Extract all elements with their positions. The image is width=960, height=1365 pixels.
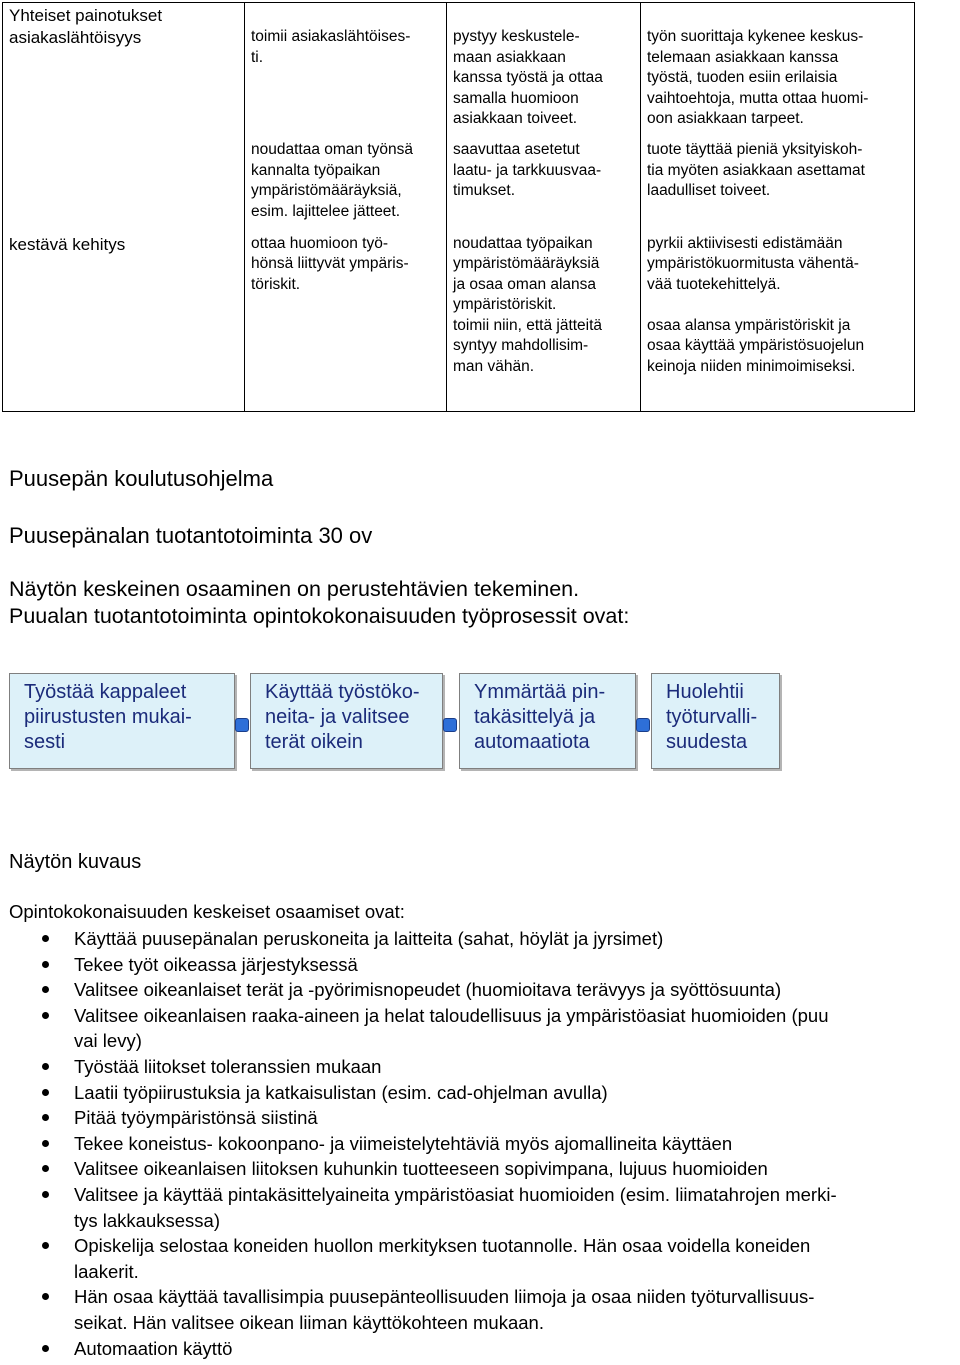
cell-line: ti. — [251, 48, 264, 66]
cell-line: töriskit. — [251, 275, 301, 293]
process-step-text: Käyttää työstöko- — [265, 681, 420, 703]
cell-line: man vähän. — [453, 357, 534, 375]
process-step-text: neita- ja valitsee — [265, 706, 410, 728]
list-item-text: Valitsee oikeanlaisen liitoksen kuhunkin tuotteeseen sopivimpana, lujuus huomioiden — [74, 1158, 768, 1180]
table-cell — [245, 3, 447, 230]
table-row — [3, 3, 915, 230]
list-item — [0, 1182, 960, 1233]
cell-line: ympäristökuormitusta vähentä- — [647, 255, 859, 272]
flow-connector — [636, 718, 650, 732]
bullet-icon — [42, 1293, 49, 1300]
row-label-cell — [3, 3, 245, 230]
list-item-text: Opiskelija selostaa koneiden huollon merkityksen tuotannolle. Hän osaa voidella koneiden — [74, 1235, 811, 1257]
bullet-icon — [42, 986, 49, 993]
cell-line: asiakkaan toiveet. — [453, 110, 578, 127]
list-item-text: tys lakkauksessa) — [74, 1209, 220, 1231]
bullet-icon — [42, 961, 49, 968]
table-cell — [447, 3, 641, 230]
cell-line: noudattaa työpaikan — [453, 234, 593, 252]
list-item — [0, 1336, 960, 1362]
bullet-icon — [42, 1345, 49, 1352]
table-header-title: Yhteiset painotukset — [9, 6, 163, 25]
process-step-text: takäsittelyä ja — [474, 706, 596, 728]
process-step-text: piirustusten mukai- — [24, 706, 192, 728]
cell-line: tia myöten asiakkaan asettamat — [647, 161, 865, 179]
cell-line: oon asiakkaan tarpeet. — [647, 110, 804, 127]
unit-heading: Puusepänalan tuotantotoiminta 30 ov — [9, 523, 373, 548]
list-item-text: Hän osaa käyttää tavallisimpia puusepänteollisuuden liimoja ja osaa niiden työturvallisuus- — [74, 1286, 815, 1308]
list-item — [0, 1131, 960, 1157]
process-step-text: suudesta — [666, 731, 748, 753]
competence-table — [2, 2, 915, 412]
list-item — [0, 1105, 960, 1131]
process-step-2 — [250, 673, 443, 769]
list-item-text: vai levy) — [74, 1030, 142, 1052]
list-item-text: Valitsee oikeanlaiset terät ja -pyörimisnopeudet (huomioitava terävyys ja syöttösuunta) — [74, 979, 782, 1001]
list-item-text: Tekee koneistus- kokoonpano- ja viimeistelytehtäviä myös ajomallineita käyttäen — [74, 1132, 733, 1154]
list-item — [0, 1080, 960, 1106]
cell-line: osaa alansa ympäristöriskit ja — [647, 316, 851, 334]
bullet-icon — [42, 1089, 49, 1096]
list-item-text: laakerit. — [74, 1260, 139, 1282]
cell-line: työn suorittaja kykenee keskus- — [647, 28, 864, 45]
list-item — [0, 1284, 960, 1335]
cell-line: noudattaa oman työnsä — [251, 141, 414, 158]
process-step-4 — [651, 673, 780, 769]
work-process-heading: Puualan tuotantotoiminta opintokokonaisuuden työprosessit ovat: — [9, 604, 630, 628]
row-label: asiakaslähtöisyys — [9, 28, 142, 47]
list-item — [0, 1156, 960, 1182]
table-cell — [641, 3, 915, 230]
cell-line: keinoja niiden minimoimiseksi. — [647, 357, 856, 375]
list-item-text: Työstää liitokset toleranssien mukaan — [74, 1055, 382, 1077]
cell-line: tuote täyttää pieniä yksityiskoh- — [647, 141, 863, 158]
process-step-text: työturvalli- — [666, 706, 758, 728]
list-item-text: Laatii työpiirustuksia ja katkaisulistan (esim. cad-ohjelman avulla) — [74, 1081, 608, 1103]
cell-line: maan asiakkaan — [453, 48, 566, 66]
description-title: Näytön kuvaus — [9, 851, 142, 873]
table-cell — [641, 230, 915, 412]
list-item — [0, 1054, 960, 1080]
process-step-text: Huolehtii — [666, 681, 744, 703]
bullet-icon — [42, 935, 49, 942]
list-item-text: Pitää työympäristönsä siistinä — [74, 1107, 318, 1129]
cell-line: saavuttaa asetetut — [453, 141, 580, 158]
cell-line: ympäristöriskit. — [453, 296, 557, 313]
cell-line: toimii asiakaslähtöises- — [251, 28, 411, 45]
bullet-icon — [42, 1191, 49, 1198]
process-step-text: Ymmärtää pin- — [474, 681, 606, 703]
list-item-text: Valitsee ja käyttää pintakäsittelyaineita ympäristöasiat huomioiden (esim. liimatahrojen merki- — [74, 1183, 837, 1205]
list-item — [0, 1003, 960, 1054]
table-row — [3, 230, 915, 412]
cell-line: pystyy keskustele- — [453, 28, 580, 45]
list-item — [0, 977, 960, 1003]
program-heading: Puusepän koulutusohjelma — [9, 466, 274, 491]
list-item-text: Automaation käyttö — [74, 1337, 233, 1359]
process-step-text: terät oikein — [265, 731, 363, 753]
row-label-cell — [3, 230, 245, 412]
bullet-icon — [42, 1242, 49, 1249]
row-label: kestävä kehitys — [9, 234, 126, 254]
process-step-3 — [459, 673, 636, 769]
cell-line: vää tuotekehittelyä. — [647, 275, 781, 293]
list-item — [0, 926, 960, 952]
bullet-icon — [42, 1165, 49, 1172]
cell-line: ottaa huomioon työ- — [251, 234, 389, 252]
cell-line: kannalta työpaikan — [251, 161, 381, 179]
cell-line: laatu- ja tarkkuusvaa- — [453, 161, 602, 179]
list-item-text: Valitsee oikeanlaisen raaka-aineen ja helat taloudellisuus ja ympäristöasiat huomioiden (puu — [74, 1004, 829, 1026]
process-step-text: automaatiota — [474, 731, 590, 753]
process-step-text: sesti — [24, 731, 66, 753]
process-step-text: Työstää kappaleet — [24, 681, 187, 703]
cell-line: vaihtoehtoja, mutta ottaa huomi- — [647, 89, 869, 107]
table-cell — [245, 230, 447, 412]
cell-line: osaa käyttää ympäristösuojelun — [647, 337, 865, 354]
flow-connector — [443, 718, 457, 732]
list-item — [0, 1233, 960, 1284]
list-item-text: Tekee työt oikeassa järjestyksessä — [74, 953, 358, 975]
bullet-icon — [42, 1140, 49, 1147]
cell-line: kanssa työstä ja ottaa — [453, 69, 603, 86]
list-item — [0, 952, 960, 978]
competence-list — [0, 926, 960, 1361]
flow-connector — [235, 718, 249, 732]
bullet-icon — [42, 1063, 49, 1070]
cell-line: hönsä liittyvät ympäris- — [251, 255, 409, 272]
cell-line: pyrkii aktiivisesti edistämään — [647, 234, 843, 252]
cell-line: esim. lajittelee jätteet. — [251, 202, 401, 220]
cell-line: toimii niin, että jätteitä — [453, 316, 603, 334]
list-item-text: seikat. Hän valitsee oikean liiman käyttökohteen mukaan. — [74, 1311, 544, 1333]
cell-line: timukset. — [453, 182, 516, 199]
cell-line: työstä, tuoden esiin erilaisia — [647, 69, 838, 86]
cell-line: ja osaa oman alansa — [453, 275, 597, 293]
cell-line: ympäristömääräyksiä — [453, 255, 600, 272]
cell-line: laadulliset toiveet. — [647, 182, 771, 199]
description-intro: Opintokokonaisuuden keskeiset osaamiset ovat: — [9, 901, 405, 922]
cell-line: telemaan asiakkaan kanssa — [647, 48, 839, 66]
cell-line: ympäristömääräyksiä, — [251, 182, 402, 199]
list-item-text: Käyttää puusepänalan peruskoneita ja laitteita (sahat, höylät ja jyrsimet) — [74, 928, 664, 949]
process-step-1 — [9, 673, 235, 769]
bullet-icon — [42, 1012, 49, 1019]
cell-line: samalla huomioon — [453, 89, 579, 107]
bullet-icon — [42, 1114, 49, 1121]
cell-line: syntyy mahdollisim- — [453, 337, 589, 354]
table-cell — [447, 230, 641, 412]
core-competence-heading: Näytön keskeinen osaaminen on perustehtävien tekeminen. — [9, 577, 580, 601]
